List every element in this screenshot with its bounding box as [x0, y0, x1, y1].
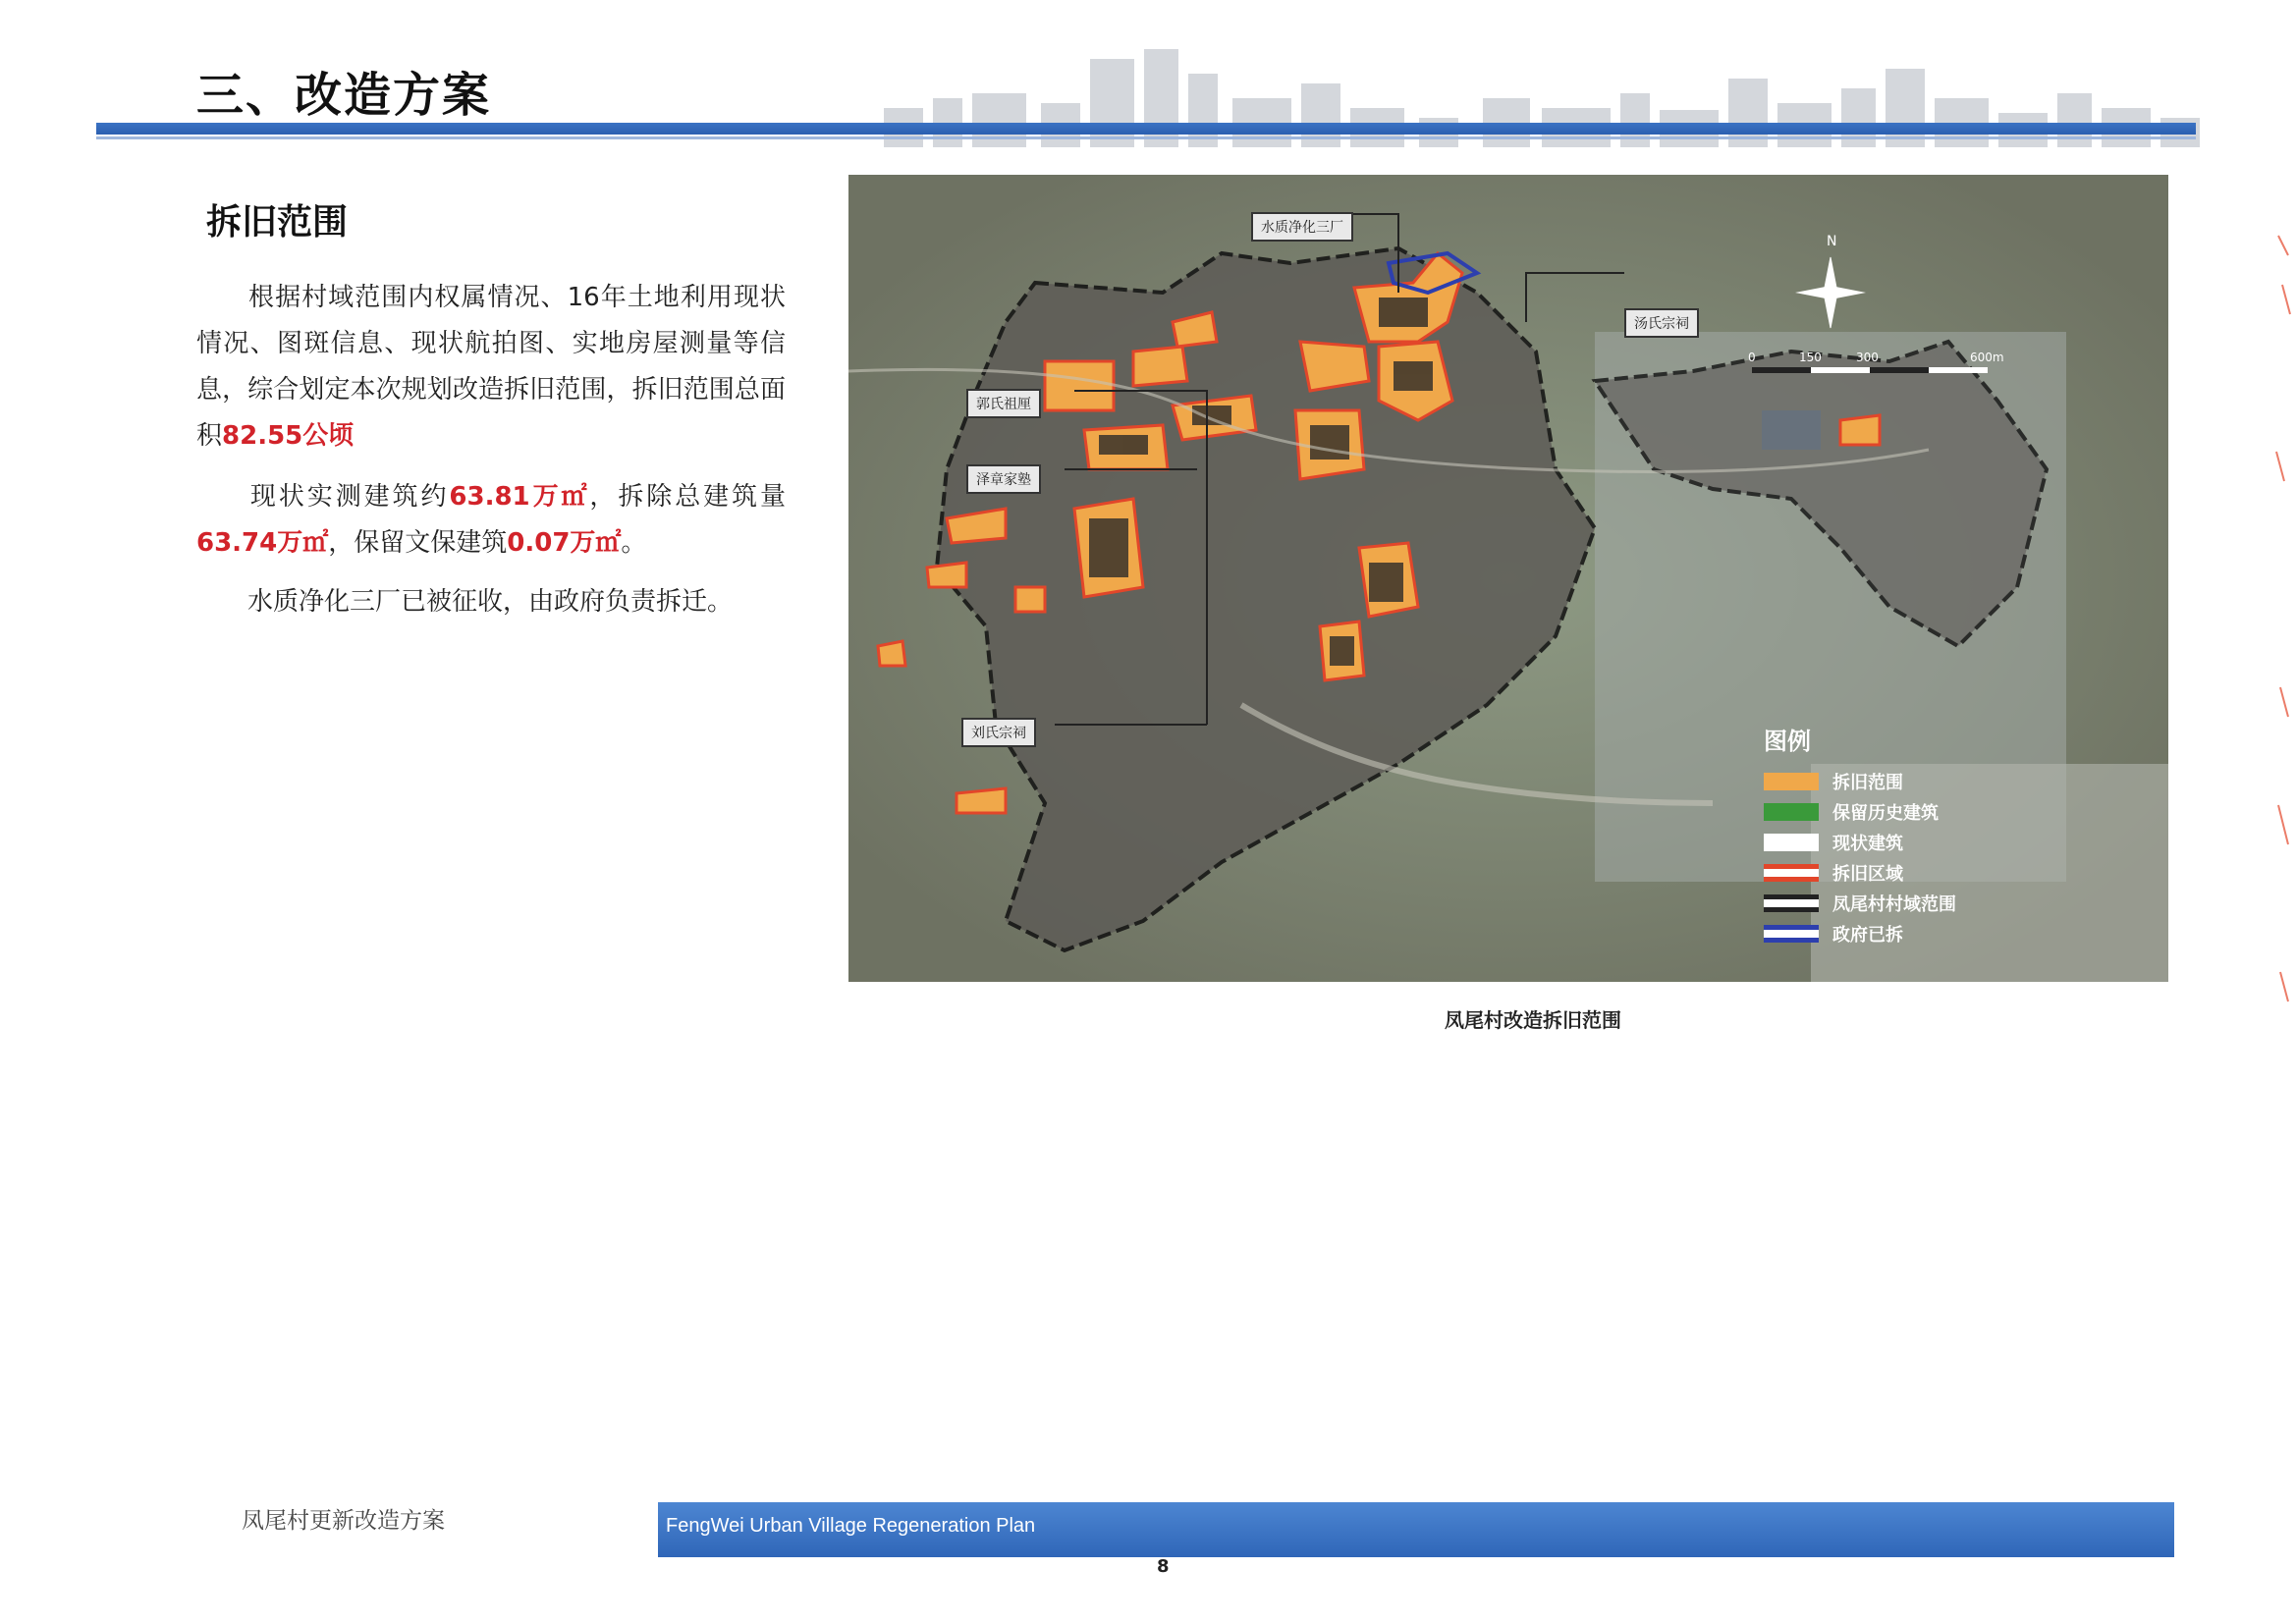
legend-label: 政府已拆	[1832, 924, 1903, 946]
callout-tang-ancestral-hall: 汤氏宗祠	[1624, 308, 1699, 338]
legend-label: 现状建筑	[1832, 833, 1903, 854]
header-rule-shadow	[96, 136, 2196, 139]
legend-swatch	[1764, 864, 1819, 882]
legend-item-government-demolished	[1764, 918, 1999, 948]
callout-liu-ancestral-hall: 刘氏宗祠	[961, 718, 1036, 747]
legend-swatch	[1764, 894, 1819, 912]
map-caption: 凤尾村改造拆旧范围	[1445, 1008, 1621, 1032]
section-heading: 拆旧范围	[206, 202, 349, 243]
legend-label: 拆旧范围	[1832, 772, 1903, 793]
legend-label: 保留历史建筑	[1832, 802, 1939, 824]
page-number: 8	[1157, 1556, 1170, 1577]
paragraph-demolition-scope	[196, 275, 786, 460]
paragraph-building-area	[196, 474, 786, 567]
legend-label: 拆旧区域	[1832, 863, 1903, 885]
scale-tick-300: 300	[1856, 351, 1879, 364]
footer-english-title: FengWei Urban Village Regeneration Plan	[666, 1515, 1036, 1537]
footer-document-title: 凤尾村更新改造方案	[242, 1508, 445, 1534]
legend-item-historic-buildings	[1764, 796, 1999, 827]
page-title: 三、改造方案	[196, 68, 492, 123]
measured-area-value: 63.81万㎡	[449, 482, 590, 512]
scale-tick-600: 600m	[1970, 351, 2004, 364]
scale-tick-150: 150	[1799, 351, 1822, 364]
paragraph-3-text: 水质净化三厂已被征收，由政府负责拆迁。	[247, 587, 734, 617]
map-legend	[1764, 722, 1999, 948]
callout-zezhang-private-school: 泽章家塾	[966, 464, 1041, 494]
paragraph-2-text-a: 现状实测建筑约	[247, 482, 450, 512]
scale-tick-0: 0	[1748, 351, 1756, 364]
legend-swatch	[1764, 925, 1819, 943]
paragraph-1-text: 根据村域范围内权属情况、16年土地利用现状情况、图斑信息、现状航拍图、实地房屋测量等信息，综合划定本次规划改造拆旧范围，拆旧范围总面积	[196, 283, 786, 451]
legend-swatch	[1764, 803, 1819, 821]
demolition-area-value: 63.74万㎡	[196, 528, 329, 558]
paragraph-2-text-c: ，保留文保建筑	[328, 528, 508, 558]
paragraph-2-text-b: ，拆除总建筑量	[589, 482, 786, 512]
scan-marks-decoration	[2259, 196, 2296, 1041]
legend-item-existing-buildings	[1764, 827, 1999, 857]
callout-guo-ancestral-hall: 郭氏祖厘	[966, 389, 1041, 418]
callout-water-plant: 水质净化三厂	[1251, 212, 1353, 242]
legend-item-demolition-area	[1764, 857, 1999, 888]
legend-item-village-boundary	[1764, 888, 1999, 918]
legend-swatch	[1764, 834, 1819, 851]
paragraph-water-plant	[196, 579, 786, 625]
legend-item-demolition-scope	[1764, 766, 1999, 796]
preserved-area-value: 0.07万㎡	[507, 528, 622, 558]
total-area-value: 82.55公顷	[222, 421, 355, 451]
legend-label: 凤尾村村域范围	[1832, 893, 1956, 915]
paragraph-2-text-d: 。	[621, 528, 647, 558]
header-rule	[96, 123, 2196, 135]
north-label: N	[1827, 234, 1837, 249]
legend-swatch	[1764, 773, 1819, 790]
legend-title: 图例	[1764, 728, 1811, 755]
